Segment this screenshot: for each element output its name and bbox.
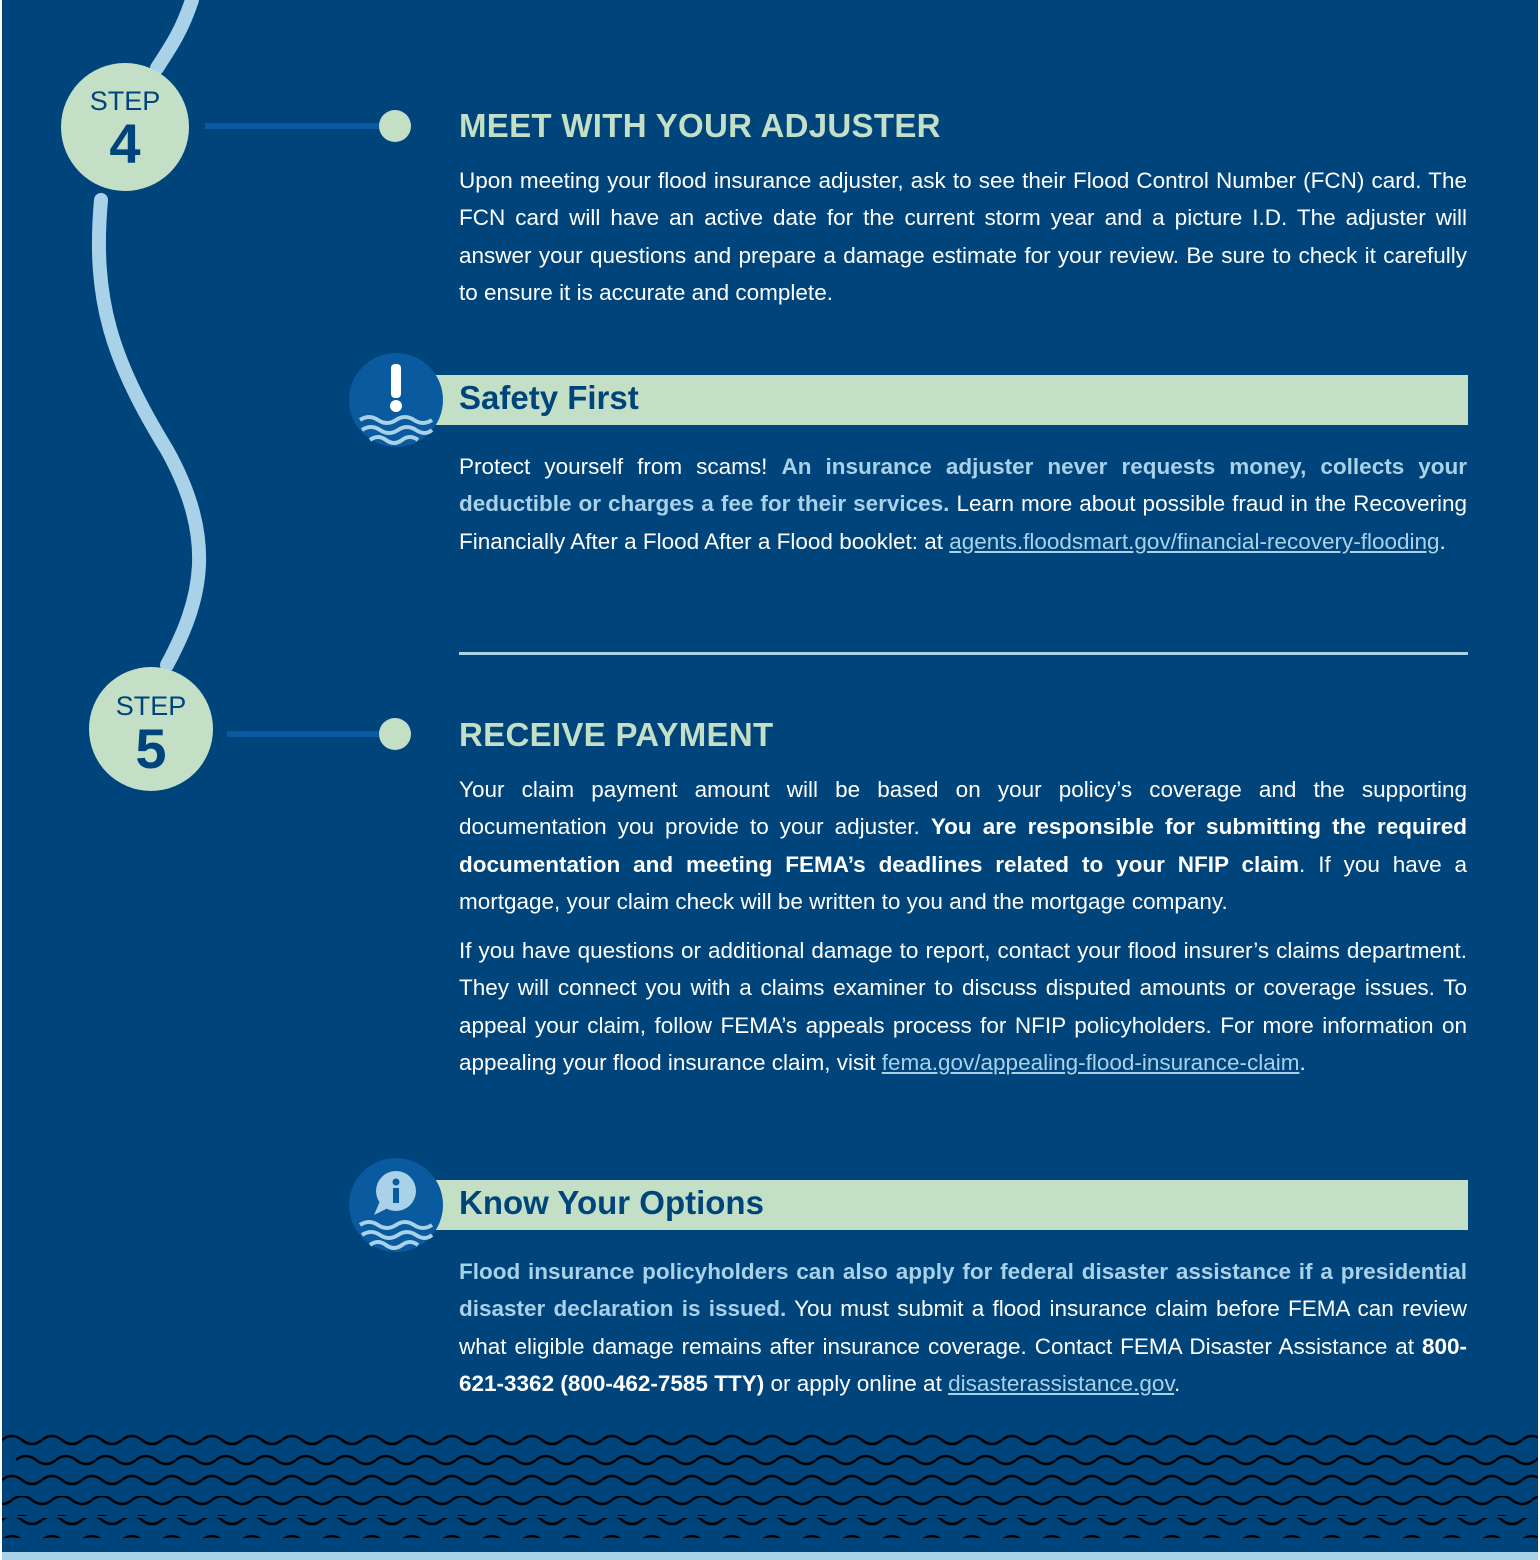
step-number: 4	[109, 112, 141, 175]
safety-highlight: An insurance adjuster never requests money, collects your deductible or charges a fee for their services.	[459, 454, 1468, 517]
bottom-bar	[2, 1552, 1538, 1560]
step-5-connector	[227, 731, 395, 737]
know-your-options-title: Know Your Options	[459, 1184, 764, 1221]
page	[2, 0, 1538, 1560]
section-divider	[459, 652, 1468, 655]
step-4-connector	[205, 123, 395, 129]
disaster-assistance-link[interactable]: disasterassistance.gov	[948, 1371, 1175, 1397]
fema-appeal-link[interactable]: fema.gov/appealing-flood-insurance-claim	[881, 1050, 1300, 1076]
step-4-heading: MEET WITH YOUR ADJUSTER	[459, 107, 941, 144]
info-speech-water-icon	[348, 1157, 444, 1253]
step-4-badge	[61, 63, 189, 191]
know-your-options-text: Flood insurance policyholders can also apply for federal disaster assistance if a presidential disaster declaration is issued. You must submit a flood insurance claim before FEMA can review what eligible damage remains after insurance coverage. Contact FEMA Disaster Assistance at 800-621-3362 (800-462-7585 TTY) or apply online at disasterassistance.gov.	[459, 1259, 1467, 1397]
floodsmart-link[interactable]: agents.floodsmart.gov/financial-recovery-flooding	[949, 528, 1440, 554]
safety-first-title: Safety First	[459, 379, 639, 416]
step-5-heading: RECEIVE PAYMENT	[459, 716, 774, 753]
deadline-emphasis: You are responsible for submitting the required documentation and meeting FEMA’s deadlines related to your NFIP claim	[459, 814, 1467, 877]
step-5-dot	[379, 718, 411, 750]
safety-first-text: Protect yourself from scams! An insurance adjuster never requests money, collects your deductible or charges a fee for their services. Learn more about possible fraud in the Recovering Financially After a Flood After a Flood booklet: at agents.floodsmart.gov/financial-recovery-flooding.	[459, 454, 1468, 554]
step-5-paragraph-1: Your claim payment amount will be based on your policy’s coverage and the supporting documentation you provide to your adjuster. You are responsible for submitting the required documentation and meeting FEMA’s deadlines related to your NFIP claim. If you have a mortgage, your claim check will be written to you and the mortgage company.	[459, 777, 1468, 915]
step-5-paragraph-2: If you have questions or additional damage to report, contact your flood insurer’s claims department. They will connect you with a claims examiner to discuss disputed amounts or coverage issues. To appeal your claim, follow FEMA’s appeals process for NFIP policyholders. For more information on appealing your flood insurance claim, visit fema.gov/appealing-flood-insurance-claim.	[459, 938, 1467, 1076]
fema-phone: 800-621-3362 (800-462-7585 TTY)	[459, 1333, 1467, 1397]
exclamation-water-icon	[348, 352, 444, 448]
step-4-dot	[379, 110, 411, 142]
step-label: STEP	[115, 691, 187, 721]
know-your-options-banner	[422, 1180, 1468, 1230]
safety-first-banner	[422, 375, 1468, 425]
step-4-text: Upon meeting your flood insurance adjuster, ask to see their Flood Control Number (FCN) card. The FCN card will have an active date for the current storm year and a picture I.D. The adjuster will answer your questions and prepare a damage estimate for your review. Be sure to check it carefully to ensure it is accurate and complete.	[459, 168, 1467, 306]
step-label: STEP	[89, 86, 161, 116]
decorative-waves	[2, 1430, 1538, 1552]
options-highlight: Flood insurance policyholders can also apply for federal disaster assistance if a presidential disaster declaration is issued.	[459, 1259, 1467, 1322]
step-5-badge	[89, 667, 213, 791]
step-number: 5	[135, 717, 167, 780]
